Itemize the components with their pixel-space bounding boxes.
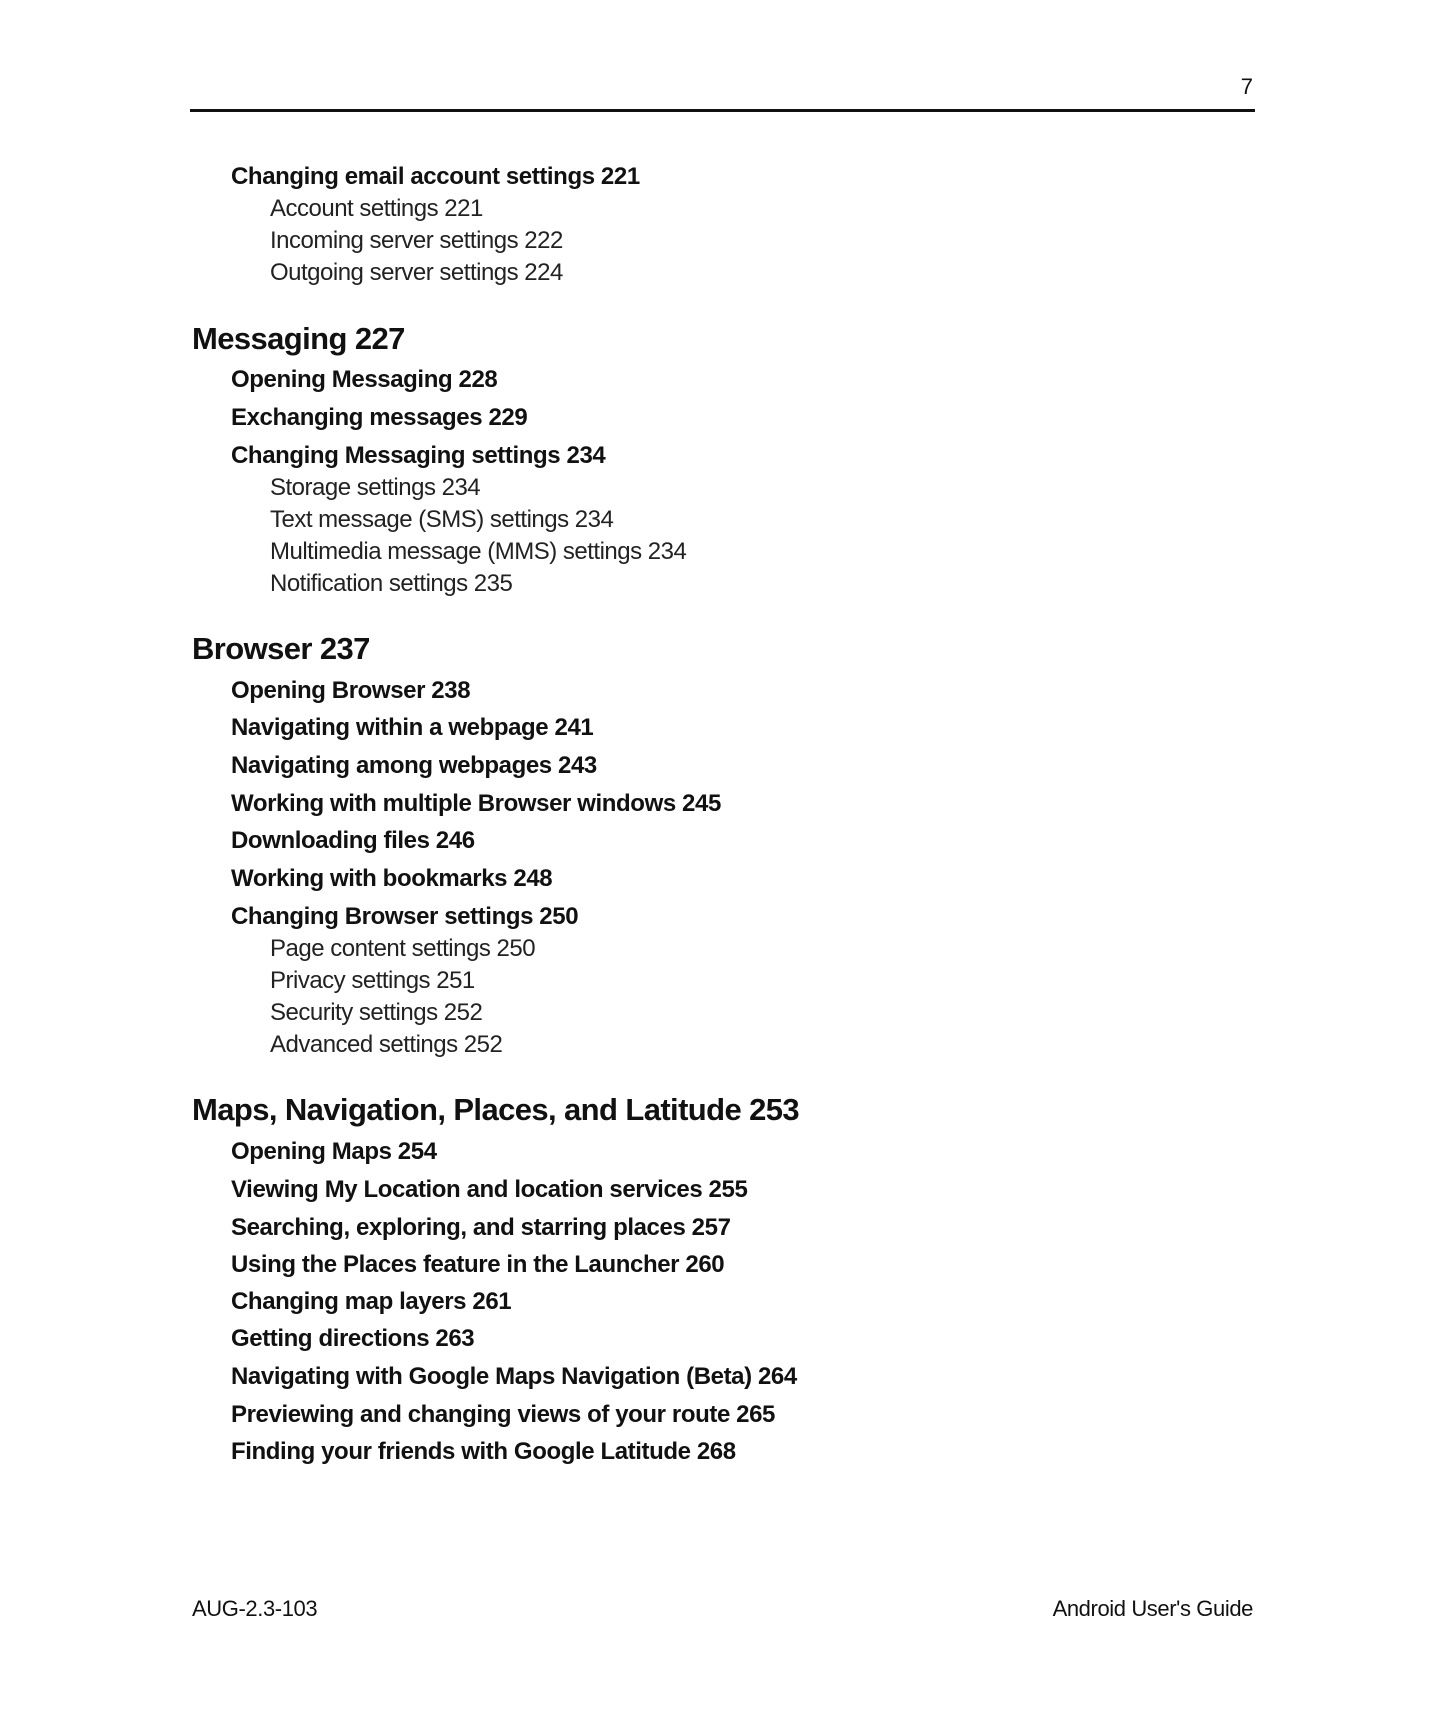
toc-subsection[interactable]: Page content settings 250 <box>270 934 536 962</box>
toc-subsection[interactable]: Incoming server settings 222 <box>270 227 563 255</box>
toc-subsection[interactable]: Advanced settings 252 <box>270 1030 503 1058</box>
header-rule <box>190 109 1255 112</box>
toc-section[interactable]: Changing Messaging settings 234 <box>231 441 606 469</box>
toc-section[interactable]: Changing map layers 261 <box>231 1287 512 1315</box>
toc-subsection[interactable]: Account settings 221 <box>270 195 483 223</box>
toc-section[interactable]: Downloading files 246 <box>231 827 475 855</box>
toc-section[interactable]: Opening Maps 254 <box>231 1138 437 1166</box>
toc-section[interactable]: Changing Browser settings 250 <box>231 902 579 930</box>
toc-chapter[interactable]: Messaging 227 <box>192 320 405 356</box>
toc-section[interactable]: Navigating within a webpage 241 <box>231 714 594 742</box>
toc-section[interactable]: Working with multiple Browser windows 245 <box>231 789 721 817</box>
toc-section[interactable]: Previewing and changing views of your route 265 <box>231 1400 776 1428</box>
toc-chapter[interactable]: Browser 237 <box>192 630 370 666</box>
toc-subsection[interactable]: Security settings 252 <box>270 998 483 1026</box>
toc-subsection[interactable]: Notification settings 235 <box>270 570 513 598</box>
toc-section[interactable]: Using the Places feature in the Launcher 260 <box>231 1251 725 1279</box>
toc-section[interactable]: Searching, exploring, and starring places 257 <box>231 1213 731 1241</box>
toc-section[interactable]: Getting directions 263 <box>231 1325 475 1353</box>
toc-subsection[interactable]: Storage settings 234 <box>270 474 481 502</box>
footer-title: Android User's Guide <box>1052 1596 1253 1621</box>
toc-section[interactable]: Exchanging messages 229 <box>231 404 528 432</box>
toc-section[interactable]: Opening Messaging 228 <box>231 365 498 393</box>
toc-subsection[interactable]: Multimedia message (MMS) settings 234 <box>270 538 687 566</box>
toc-subsection[interactable]: Text message (SMS) settings 234 <box>270 506 614 534</box>
page-number: 7 <box>1240 74 1253 99</box>
toc-section[interactable]: Viewing My Location and location services 255 <box>231 1175 748 1203</box>
toc-section[interactable]: Navigating with Google Maps Navigation (Beta) 264 <box>231 1363 797 1390</box>
toc-section[interactable]: Opening Browser 238 <box>231 676 471 704</box>
footer-doc-id: AUG-2.3-103 <box>192 1596 318 1621</box>
toc-section[interactable]: Navigating among webpages 243 <box>231 751 597 779</box>
toc-subsection[interactable]: Outgoing server settings 224 <box>270 259 563 287</box>
toc-subsection[interactable]: Privacy settings 251 <box>270 966 475 994</box>
toc-section[interactable]: Changing email account settings 221 <box>231 163 640 191</box>
toc-chapter[interactable]: Maps, Navigation, Places, and Latitude 253 <box>192 1092 800 1128</box>
toc-section[interactable]: Working with bookmarks 248 <box>231 864 553 892</box>
toc-section[interactable]: Finding your friends with Google Latitude 268 <box>231 1438 736 1466</box>
